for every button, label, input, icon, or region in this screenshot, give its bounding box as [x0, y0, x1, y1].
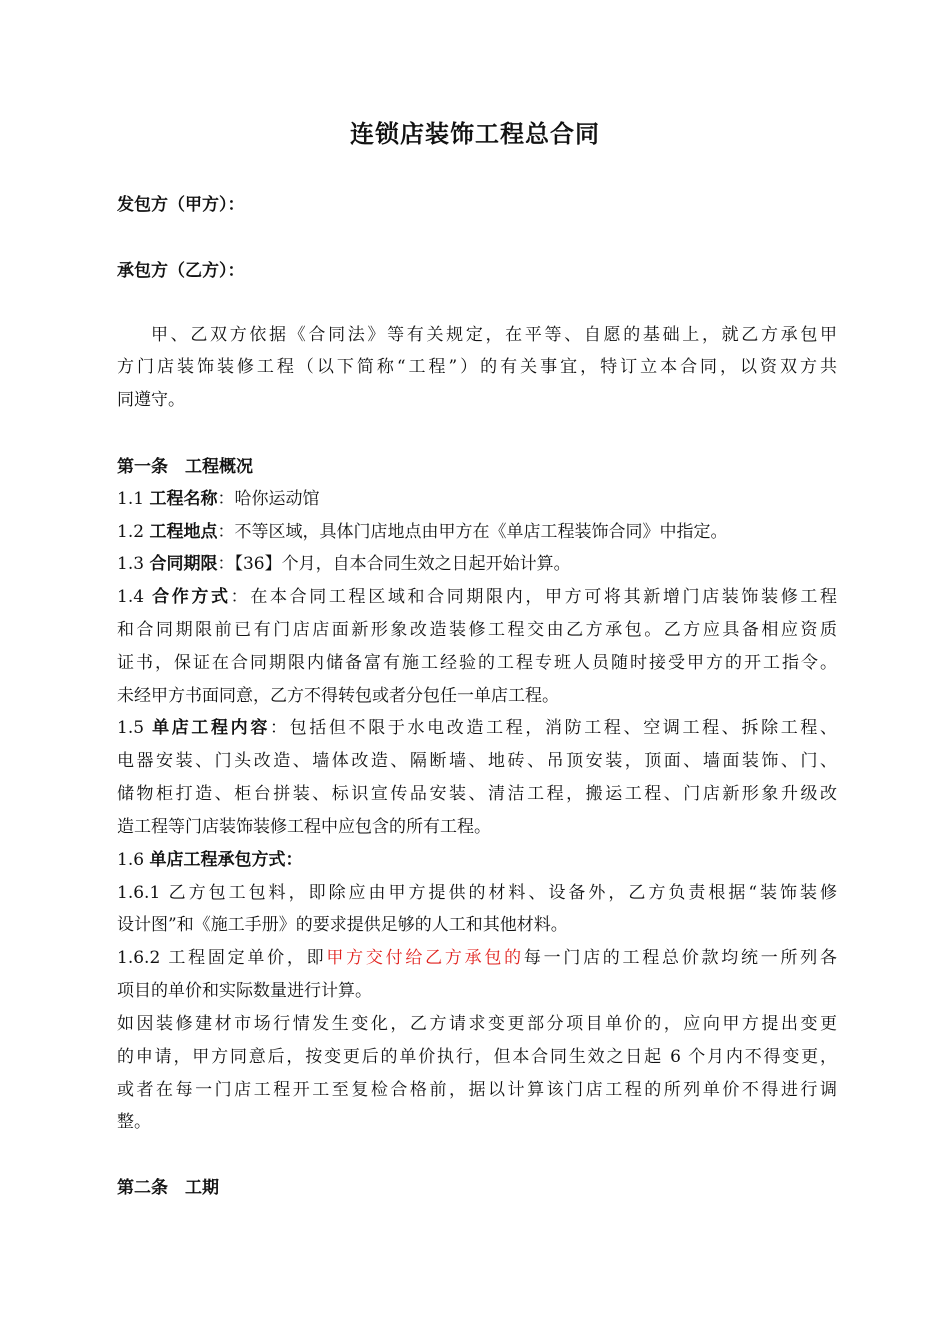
item-text: 包括但不限于水电改造工程，消防工程、空调工程、拆除工程、	[289, 718, 838, 738]
item-1-6-2-line-1	[117, 943, 837, 973]
item-label: 合作方式	[152, 587, 231, 607]
item-label: 单店工程承包方式	[149, 850, 286, 870]
item-1-2	[117, 517, 837, 547]
item-text-pre: 1.6.2 工程固定单价，即	[117, 948, 327, 968]
item-1-4-line-2: 和合同期限前已有门店店面新形象改造装修工程交由乙方承包。乙方应具备相应资质	[117, 620, 837, 640]
item-1-6-2-line-2: 项目的单价和实际数量进行计算。	[117, 981, 372, 1001]
item-colon: ：	[230, 587, 251, 607]
item-1-1	[117, 484, 837, 514]
item-1-6-1-line-2: 设计图”和《施工手册》的要求提供足够的人工和其他材料。	[117, 915, 568, 935]
item-text: 不等区域，具体门店地点由甲方在《单店工程装饰合同》中指定。	[234, 522, 728, 542]
item-text: 哈你运动馆	[234, 489, 320, 509]
party-a-label: 发包方（甲方）：	[117, 195, 245, 215]
item-1-6	[117, 845, 837, 875]
highlighted-text: 甲方交付给乙方承包的	[326, 948, 524, 968]
item-1-3	[117, 549, 837, 579]
change-para-line-1: 如因装修建材市场行情发生变化，乙方请求变更部分项目单价的，应向甲方提出变更	[117, 1014, 837, 1034]
item-colon: ：	[269, 718, 290, 738]
item-number: 1.4	[117, 587, 153, 607]
item-1-5-line-3: 储物柜打造、柜台拼装、标识宣传品安装、清洁工程，搬运工程、门店新形象升级改	[117, 784, 837, 804]
item-colon: ：	[217, 554, 235, 574]
item-1-5	[117, 713, 837, 743]
item-text: 在本合同工程区域和合同期限内，甲方可将其新增门店装饰装修工程	[250, 587, 838, 607]
party-b-label: 承包方（乙方）：	[117, 261, 245, 281]
item-1-4-line-4: 未经甲方书面同意，乙方不得转包或者分包任一单店工程。	[117, 686, 559, 706]
intro-line-1: 甲、乙双方依据《合同法》等有关规定，在平等、自愿的基础上，就乙方承包甲	[151, 325, 837, 345]
item-number: 1.5	[117, 718, 153, 738]
change-para-line-4: 整。	[117, 1112, 151, 1132]
item-1-4	[117, 582, 837, 612]
item-number: 1.2	[117, 522, 150, 542]
item-1-6-1-line-1: 1.6.1 乙方包工包料，即除应由甲方提供的材料、设备外，乙方负责根据“装饰装修	[117, 883, 837, 903]
item-number: 1.1	[117, 489, 150, 509]
item-1-5-line-4: 造工程等门店装饰装修工程中应包含的所有工程。	[117, 817, 491, 837]
item-text-post: 每一门店的工程总价款均统一所列各	[523, 948, 838, 968]
item-colon: ：	[285, 850, 303, 870]
item-number: 1.3	[117, 554, 150, 574]
intro-line-3: 同遵守。	[117, 390, 185, 410]
item-label: 工程名称	[149, 489, 218, 509]
item-text: 【36】个月，自本合同生效之日起开始计算。	[234, 554, 571, 574]
item-1-4-line-3: 证书，保证在合同期限内储备富有施工经验的工程专班人员随时接受甲方的开工指令。	[117, 653, 837, 673]
item-label: 单店工程内容	[152, 718, 270, 738]
item-colon: ：	[217, 522, 235, 542]
item-1-5-line-2: 电器安装、门头改造、墙体改造、隔断墙、地砖、吊顶安装，顶面、墙面装饰、门、	[117, 751, 837, 771]
change-para-line-2: 的申请，甲方同意后，按变更后的单价执行，但本合同生效之日起 6 个月内不得变更，	[117, 1047, 837, 1067]
item-label: 合同期限	[149, 554, 218, 574]
item-number: 1.6	[117, 850, 150, 870]
item-label: 工程地点	[149, 522, 218, 542]
article-1-heading: 第一条 工程概况	[117, 457, 253, 477]
change-para-line-3: 或者在每一门店工程开工至复检合格前，据以计算该门店工程的所列单价不得进行调	[117, 1080, 837, 1100]
intro-line-2: 方门店装饰装修工程（以下简称“工程”）的有关事宜，特订立本合同，以资双方共	[117, 357, 837, 377]
item-colon: ：	[217, 489, 235, 509]
article-2-heading: 第二条 工期	[117, 1178, 219, 1198]
document-title: 连锁店装饰工程总合同	[350, 120, 600, 148]
